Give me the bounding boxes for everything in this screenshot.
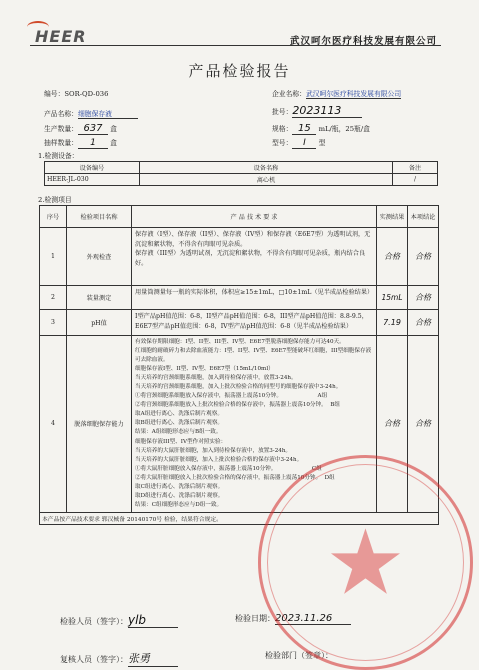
reviewer-signature: 复核人员（签字）：张勇	[60, 650, 178, 667]
item-name: 外观检查	[67, 228, 132, 286]
item-conclusion: 合格	[408, 336, 439, 513]
section2-title: 2.检测项目	[38, 196, 72, 204]
item-requirement: 有效保存期限细胞：I型、II型、III型、IV型、E6E7型脱落细胞保存能力可达40天。 红细胞的耐破碎力和去除血液能力：I型、II型、IV型、E6E7型能破坏红细胞，III型细胞保存液可去除血液。 细胞保存液I型、II型、IV型、E6E7型（15mL/10ml） 当天培养的宫颈细胞系细胞，加入到待检保存液中，放置3-24h。 当天培养的宫颈细胞系细胞，加入上批次检验合格的同型号的细胞保存液中3-24h。 ①将宫颈细胞系细胞放入保存液中，振荡器上震荡10分钟。 A组 ②将宫颈细胞系细胞放入上批次检验合格的保存液中，振荡器上震荡10分钟。 B组 取A组进行离心、洗涤后制片观察。 取B组进行离心、洗涤后制片观察。 结果：A组细胞形态应与B组一致。 细胞保存液III型、IV型作对照实验： 当天培养的大鼠肝脏细胞，加入到待检保存液中，放置3-24h。 当天培养的大鼠肝脏细胞，加入上批次检验合格的保存液中3-24h。 ①将大鼠肝脏细胞放入保存液中，振荡器上震荡10分钟。 C组 ②将大鼠肝脏细胞放入上批次检验合格的保存液中，振荡器上震荡10分钟。 D组 取C组进行离心、洗涤后制片观察。 取D组进行离心、洗涤后制片观察。 结果：C组细胞形态应与D组一致。	[132, 336, 377, 513]
item-result: 15mL	[377, 286, 408, 310]
table-row	[45, 174, 438, 186]
doc-number: 编号：SOR-QD-036	[44, 90, 109, 98]
item-result: 合格	[377, 336, 408, 513]
equipment-table	[44, 161, 438, 186]
row-number: 3	[40, 310, 67, 336]
quantity-field: 生产数量： 637 盒	[44, 123, 117, 134]
test-items-table	[39, 205, 439, 525]
item-requirement: 用量筒测量每一瓶的实际体积，体积应≥15±1mL，□10±1mL（见半成品检验结果）	[132, 286, 377, 310]
item-name: 脱落细胞保存能力	[67, 336, 132, 513]
seal-star-icon: ★	[325, 510, 406, 615]
table-header: 实测结果	[377, 206, 408, 228]
batch-field: 批号：2023113	[272, 104, 362, 118]
item-result: 合格	[377, 228, 408, 286]
item-requirement: I型产品pH值范围：6-8，II型产品pH值范围：6-8，III型产品pH值范围：8.8-9.5，E6E7型产品pH值范围：6-8，IV型产品pH值范围：6-8（见半成品检验结果）	[132, 310, 377, 336]
header-company-name: 武汉呵尔医疗科技发展有限公司	[289, 36, 437, 47]
table-header: 设备编号	[45, 162, 140, 174]
logo-text: HEER	[35, 27, 87, 46]
inspector-signature: 检验人员（签字）：ylb	[60, 613, 178, 628]
inspection-date: 检验日期：2023.11.26	[235, 613, 351, 625]
table-cell: 离心机	[140, 174, 393, 186]
table-row	[40, 310, 439, 336]
item-result: 7.19	[377, 310, 408, 336]
footnote: 本产品按产品技术要求 郓汉械备 20140170号 检验，结果符合规定。	[40, 512, 439, 524]
table-row	[40, 336, 439, 513]
table-row	[40, 286, 439, 310]
table-cell: HEER-JL-030	[45, 174, 140, 186]
table-footnote-row	[40, 512, 439, 524]
header-divider	[30, 45, 441, 46]
department-seal-label: 检验部门（签章）：	[265, 651, 333, 660]
spec-field: 规格： 15 mL/瓶，25瓶/盒	[272, 123, 370, 134]
table-header: 序号	[40, 206, 67, 228]
document-title: 产品检验报告	[188, 62, 291, 80]
table-cell: /	[393, 174, 438, 186]
table-header: 检验项目名称	[67, 206, 132, 228]
item-conclusion: 合格	[408, 286, 439, 310]
row-number: 1	[40, 228, 67, 286]
item-name: 装量测定	[67, 286, 132, 310]
item-conclusion: 合格	[408, 310, 439, 336]
section1-title: 1.检测设备：	[38, 152, 79, 160]
company-logo	[35, 27, 87, 46]
table-header-row	[40, 206, 439, 228]
item-name: pH值	[67, 310, 132, 336]
table-row	[40, 228, 439, 286]
table-header: 备注	[393, 162, 438, 174]
row-number: 2	[40, 286, 67, 310]
model-field: 型号： I 型	[272, 138, 326, 148]
table-header: 本项结论	[408, 206, 439, 228]
item-conclusion: 合格	[408, 228, 439, 286]
sample-field: 抽样数量： 1 盒	[44, 138, 117, 148]
table-header-row	[45, 162, 438, 174]
item-requirement: 保存液（I型）、保存液（II型）、保存液（IV型）和保存液（E6E7型）为透明试剂，无沉淀和絮状物，不得含有肉眼可见杂质。 保存液（III型）为透明试剂，无沉淀和絮状物，不得含有肉眼可见杂质，瓶内结合良好。	[132, 228, 377, 286]
logo-arc-icon	[27, 21, 49, 33]
company-field: 企业名称：武汉呵尔医疗科技发展有限公司	[272, 90, 402, 98]
product-name-field: 产品名称：细胞保存液	[44, 108, 138, 119]
table-header: 设备名称	[140, 162, 393, 174]
table-header: 产 品 技 术 要 求	[132, 206, 377, 228]
row-number: 4	[40, 336, 67, 513]
